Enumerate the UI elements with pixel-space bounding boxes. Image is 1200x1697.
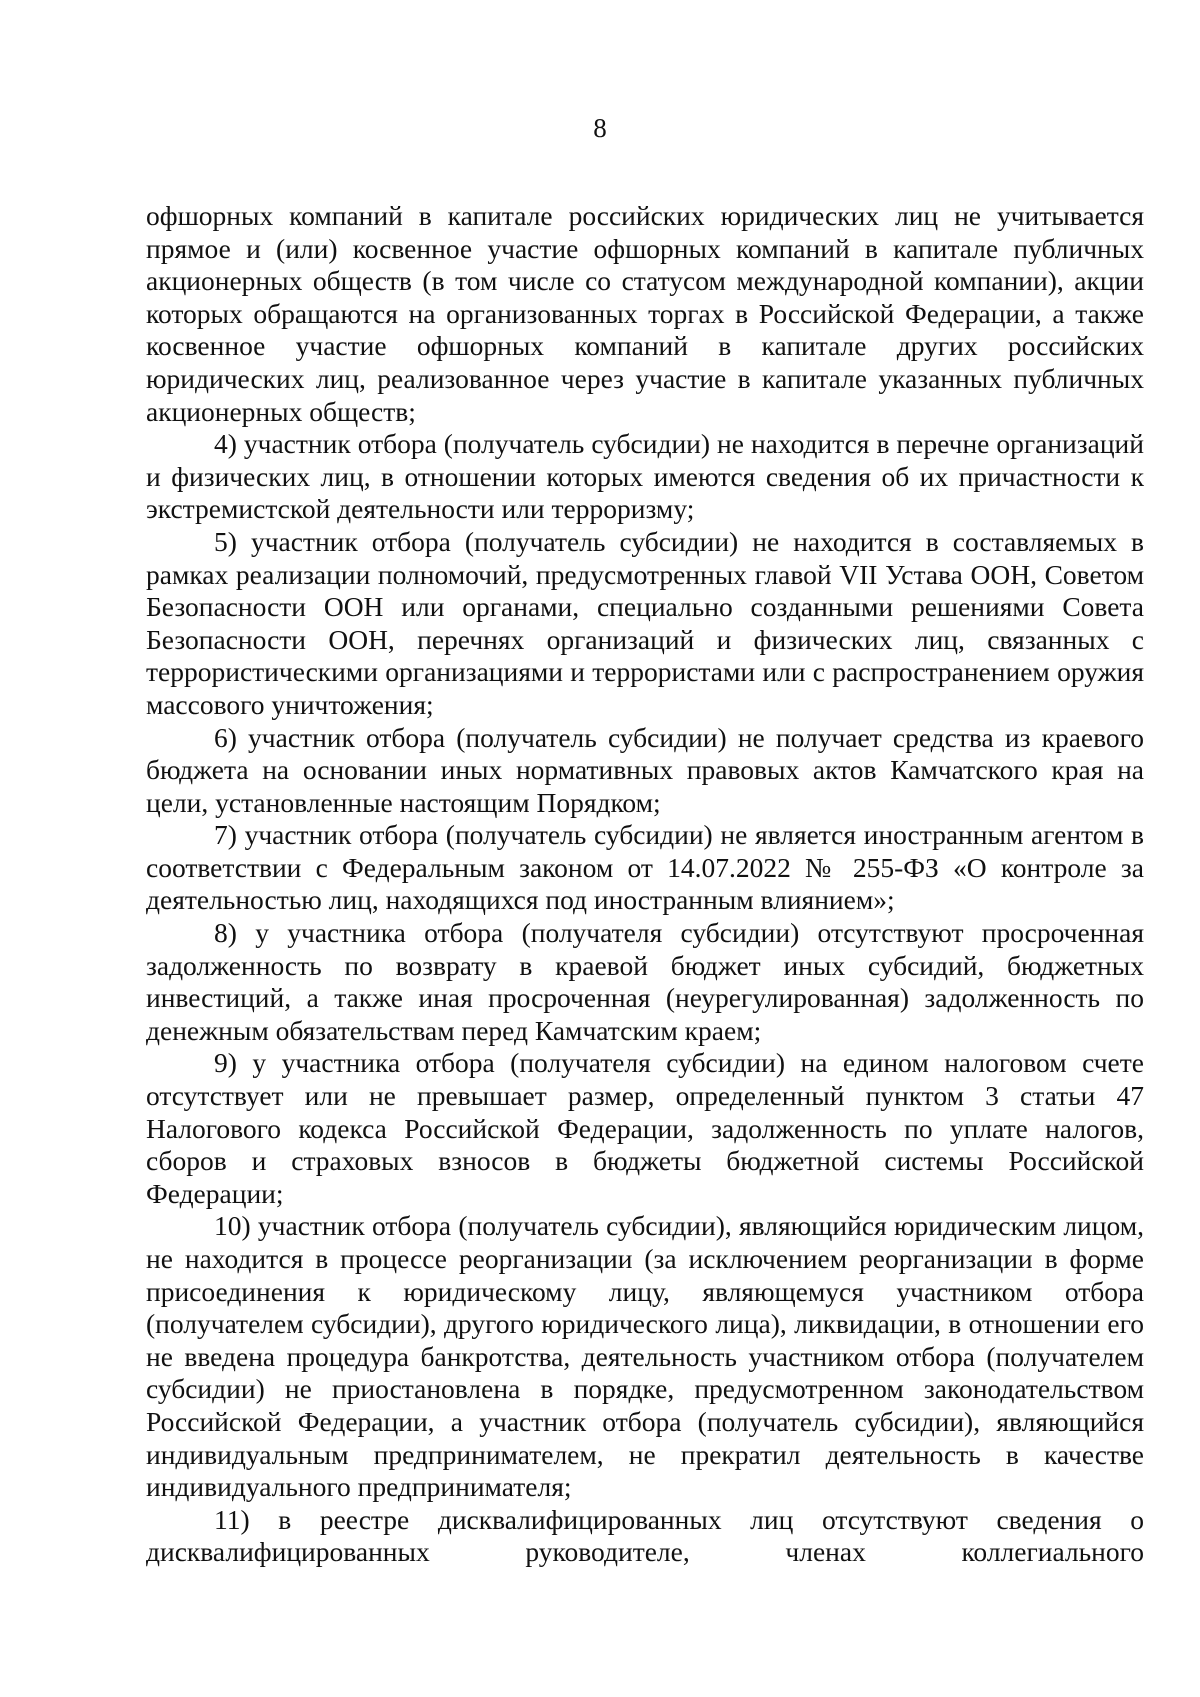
paragraph-item-6: 6) участник отбора (получатель субсидии) не получает средства из краевого бюджета на основании иных нормативных правовых актов Камчатского края на цели, установленные настоящим Порядком; [146, 721, 1144, 818]
paragraph-item-5: 5) участник отбора (получатель субсидии) не находится в составляемых в рамках реализации полномочий, предусмотренных главой VII Устава ООН, Советом Безопасности ООН или органами, специально созданными решениями Совета Безопасности ООН, перечнях организаций и физических лиц, связанных с террористическими организациями и террористами или с распространением оружия массового уничтожения; [146, 525, 1144, 720]
paragraph-item-10: 10) участник отбора (получатель субсидии), являющийся юридическим лицом, не находится в процессе реорганизации (за исключением реорганизации в форме присоединения к юридическому лицу, являющемуся участником отбора (получателем субсидии), другого юридического лица), ликвидации, в отношении его не введена процедура банкротства, деятельность участником отбора (получателем субсидии) не приостановлена в порядке, предусмотренном законодательством Российской Федерации, а участник отбора (получатель субсидии), являющийся индивидуальным предпринимателем, не прекратил деятельность в качестве индивидуального предпринимателя; [146, 1210, 1144, 1503]
paragraph-item-11: 11) в реестре дисквалифицированных лиц отсутствуют сведения о дисквалифицированных руководителе, членах коллегиального [146, 1503, 1144, 1568]
paragraph-item-9: 9) у участника отбора (получателя субсидии) на едином налоговом счете отсутствует или не превышает размер, определенный пунктом 3 статьи 47 Налогового кодекса Российской Федерации, задолженность по уплате налогов, сборов и страховых взносов в бюджеты бюджетной системы Российской Федерации; [146, 1047, 1144, 1209]
document-body [146, 200, 1144, 1569]
paragraph-continuation: офшорных компаний в капитале российских юридических лиц не учитывается прямое и (или) косвенное участие офшорных компаний в капитале публичных акционерных обществ (в том числе со статусом международной компании), акции которых обращаются на организованных торгах в Российской Федерации, а также косвенное участие офшорных компаний в капитале других российских юридических лиц, реализованное через участие в капитале указанных публичных акционерных обществ; [146, 200, 1144, 427]
page-number: 8 [593, 113, 607, 143]
paragraph-item-4: 4) участник отбора (получатель субсидии) не находится в перечне организаций и физических лиц, в отношении которых имеются сведения об их причастности к экстремистской деятельности или терроризму; [146, 428, 1144, 525]
paragraph-item-7: 7) участник отбора (получатель субсидии) не является иностранным агентом в соответствии с Федеральным законом от 14.07.2022 № 255-ФЗ «О контроле за деятельностью лиц, находящихся под иностранным влиянием»; [146, 819, 1144, 916]
paragraph-item-8: 8) у участника отбора (получателя субсидии) отсутствуют просроченная задолженность по возврату в краевой бюджет иных субсидий, бюджетных инвестиций, а также иная просроченная (неурегулированная) задолженность по денежным обязательствам перед Камчатским краем; [146, 917, 1144, 1046]
